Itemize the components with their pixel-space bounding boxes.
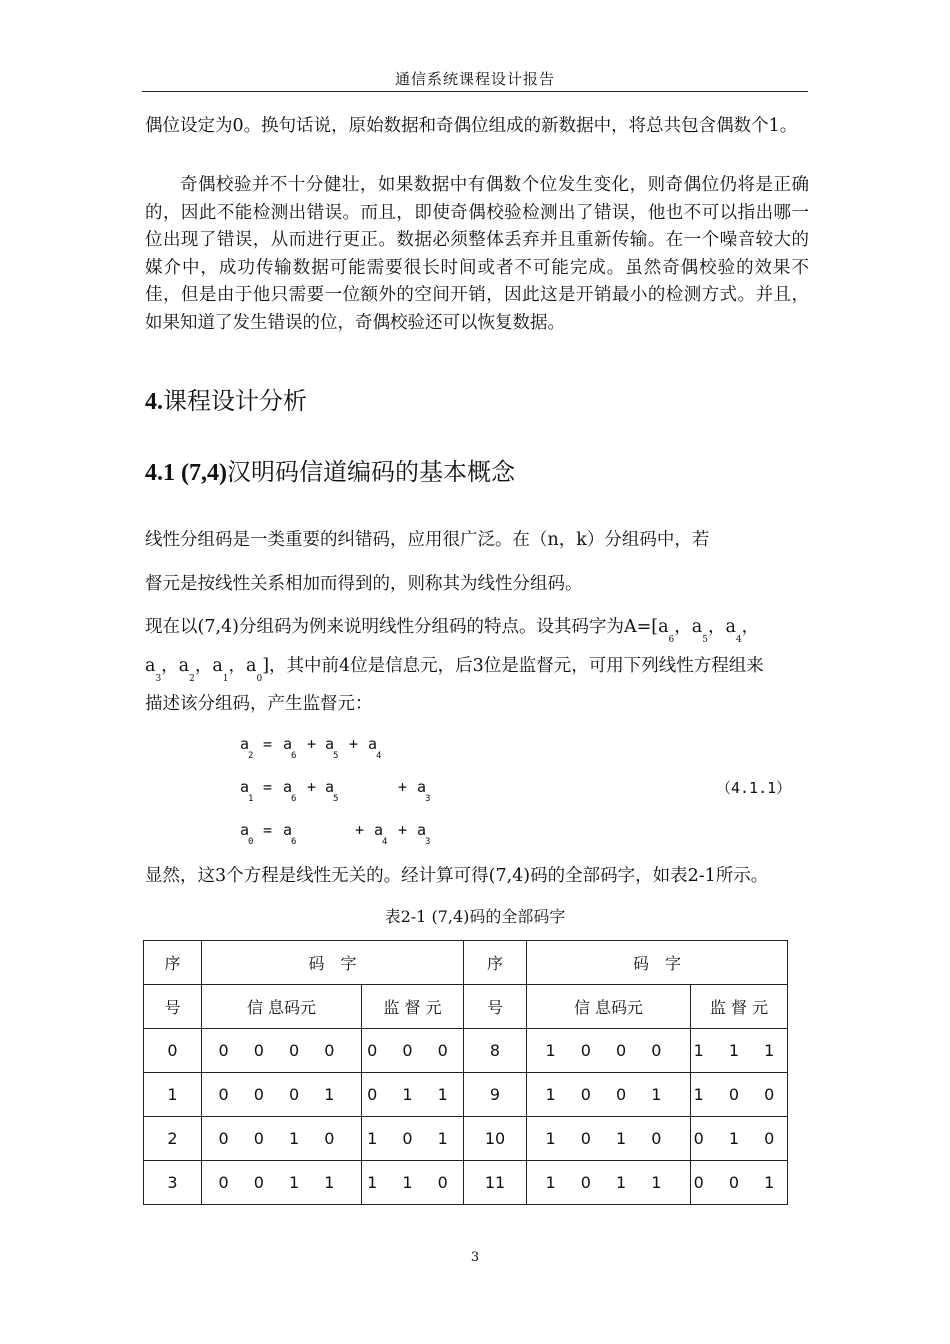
subsection-title: 汉明码信道编码的基本概念 xyxy=(226,458,515,486)
seq-cell: 11 xyxy=(464,1161,527,1205)
body-line-4-sep: ，a xyxy=(161,656,190,676)
body-line-3-end: ， xyxy=(741,617,760,637)
info-cell: 1 0 1 0 xyxy=(527,1117,691,1161)
seq-header-top: 序 xyxy=(144,941,202,985)
eq1-term3: a xyxy=(368,735,378,753)
running-header: 通信系统课程设计报告 xyxy=(394,70,555,88)
body-line-4-sep: ，a xyxy=(194,656,223,676)
seq-header-bottom: 号 xyxy=(144,985,202,1029)
check-cell: 0 1 1 xyxy=(362,1073,464,1117)
check-header: 监 督 元 xyxy=(362,985,464,1029)
eq2-term1-sub: 6 xyxy=(291,794,297,804)
check-cell: 1 1 0 xyxy=(362,1161,464,1205)
subscript: 1 xyxy=(222,674,229,684)
seq-cell: 0 xyxy=(144,1029,202,1073)
table-row xyxy=(144,1161,788,1205)
codeword-table xyxy=(143,940,788,1205)
table-row xyxy=(144,1029,788,1073)
eq3-term2-sub: 4 xyxy=(382,837,388,847)
subscript: 6 xyxy=(668,635,675,645)
eq2-lhs: a xyxy=(240,778,250,796)
body-line-3-text: 现在以(7,4)分组码为例来说明线性分组码的特点。设其码字为A=[a xyxy=(145,617,669,637)
body-line-3-sep: ，a xyxy=(707,617,736,637)
info-header: 信 息码元 xyxy=(202,985,362,1029)
info-cell: 1 0 0 0 xyxy=(527,1029,691,1073)
seq-cell: 10 xyxy=(464,1117,527,1161)
body-line-4-sep: ，a xyxy=(228,656,257,676)
eq1-term1-sub: 6 xyxy=(291,751,297,761)
info-cell: 0 0 1 1 xyxy=(202,1161,362,1205)
eq3-term2: a xyxy=(374,821,384,839)
eq1-lhs-sub: 2 xyxy=(248,751,254,761)
body-line-4-var: a xyxy=(145,656,156,676)
seq-header-bottom: 号 xyxy=(464,985,527,1029)
eq2-term2-sub: 5 xyxy=(333,794,339,804)
check-cell: 0 0 1 xyxy=(691,1161,788,1205)
eq1-term1: a xyxy=(283,735,293,753)
eq3-plus1: + xyxy=(355,821,365,839)
code-header: 码 字 xyxy=(202,941,464,985)
subsection-number: 4.1 (7,4) xyxy=(145,460,227,486)
info-cell: 0 0 1 0 xyxy=(202,1117,362,1161)
subscript: 4 xyxy=(735,635,742,645)
eq2-lhs-sub: 1 xyxy=(248,794,254,804)
eq3-lhs: a xyxy=(240,821,250,839)
table-header-row-2 xyxy=(144,985,788,1029)
eq2-term1: a xyxy=(283,778,293,796)
seq-cell: 8 xyxy=(464,1029,527,1073)
page-number: 3 xyxy=(470,1250,480,1265)
table-caption: 表2-1 (7,4)码的全部码字 xyxy=(384,907,566,926)
body-line-1: 线性分组码是一类重要的纠错码，应用很广泛。在（n，k）分组码中，若 xyxy=(145,530,710,550)
subsection-heading xyxy=(145,452,515,487)
body-line-2: 督元是按线性关系相加而得到的，则称其为线性分组码。 xyxy=(145,574,583,594)
paragraph-2: 奇偶校验并不十分健壮，如果数据中有偶数个位发生变化，则奇偶位仍将是正确的，因此不能检测出错误。而且，即使奇偶校验检测出了错误，他也不可以指出哪一位出现了错误，从而进行更正。数据必须整体丢弃并且重新传输。在一个噪音较大的媒介中，成功传输数据可能需要很长时间或者不可能完成。虽然奇偶校验的效果不佳，但是由于他只需要一位额外的空间开销，因此这是开销最小的检测方式。并且，如果知道了发生错误的位，奇偶校验还可以恢复数据。 xyxy=(145,175,809,333)
eq3-term3-sub: 3 xyxy=(425,837,431,847)
check-cell: 0 1 0 xyxy=(691,1117,788,1161)
eq2-term2: a xyxy=(325,778,335,796)
eq1-plus1: + xyxy=(307,735,317,753)
eq2-term3: a xyxy=(417,778,427,796)
seq-cell: 2 xyxy=(144,1117,202,1161)
info-header: 信 息码元 xyxy=(527,985,691,1029)
info-cell: 0 0 0 1 xyxy=(202,1073,362,1117)
check-cell: 1 1 1 xyxy=(691,1029,788,1073)
eq3-equals: = xyxy=(263,821,273,839)
eq1-term2-sub: 5 xyxy=(333,751,339,761)
eq3-plus2: + xyxy=(398,821,408,839)
body-after-equations: 显然，这3个方程是线性无关的。经计算可得(7,4)码的全部码字，如表2-1所示。 xyxy=(145,866,769,886)
seq-header-top: 序 xyxy=(464,941,527,985)
eq2-plus2: + xyxy=(398,778,408,796)
body-line-3-sep: ，a xyxy=(674,617,703,637)
table-row xyxy=(144,1117,788,1161)
eq2-equals: = xyxy=(263,778,273,796)
check-cell: 1 0 1 xyxy=(362,1117,464,1161)
table-header-row-1 xyxy=(144,941,788,985)
table-row xyxy=(144,1073,788,1117)
code-header: 码 字 xyxy=(527,941,788,985)
body-line-5: 描述该分组码，产生监督元： xyxy=(145,694,373,714)
section-number: 4. xyxy=(145,389,163,415)
section-title: 课程设计分析 xyxy=(163,387,307,415)
info-cell: 1 0 1 1 xyxy=(527,1161,691,1205)
eq1-term3-sub: 4 xyxy=(376,751,382,761)
header-rule xyxy=(142,91,808,92)
body-line-4-text: ]，其中前4位是信息元，后3位是监督元，可用下列线性方程组来 xyxy=(262,656,764,676)
section-heading xyxy=(145,381,307,416)
subscript: 2 xyxy=(189,674,195,684)
eq3-lhs-sub: 0 xyxy=(248,837,254,847)
info-cell: 0 0 0 0 xyxy=(202,1029,362,1073)
seq-cell: 3 xyxy=(144,1161,202,1205)
seq-cell: 9 xyxy=(464,1073,527,1117)
eq1-term2: a xyxy=(325,735,335,753)
eq3-term3: a xyxy=(417,821,427,839)
subscript: 0 xyxy=(256,674,263,684)
eq1-lhs: a xyxy=(240,735,250,753)
body-line-4 xyxy=(145,652,764,684)
eq1-equals: = xyxy=(263,735,273,753)
paragraph-1: 偶位设定为0。换句话说，原始数据和奇偶位组成的新数据中，将总共包含偶数个1。 xyxy=(145,116,798,136)
info-cell: 1 0 0 1 xyxy=(527,1073,691,1117)
check-header: 监 督 元 xyxy=(691,985,788,1029)
subscript: 5 xyxy=(702,635,708,645)
body-line-3 xyxy=(145,613,760,645)
eq3-term1: a xyxy=(283,821,293,839)
check-cell: 0 0 0 xyxy=(362,1029,464,1073)
eq3-term1-sub: 6 xyxy=(291,837,297,847)
seq-cell: 1 xyxy=(144,1073,202,1117)
check-cell: 1 0 0 xyxy=(691,1073,788,1117)
eq2-plus1: + xyxy=(307,778,317,796)
equation-number: （4.1.1） xyxy=(716,779,792,797)
eq1-plus2: + xyxy=(349,735,359,753)
subscript: 3 xyxy=(155,674,162,684)
eq2-term3-sub: 3 xyxy=(425,794,431,804)
